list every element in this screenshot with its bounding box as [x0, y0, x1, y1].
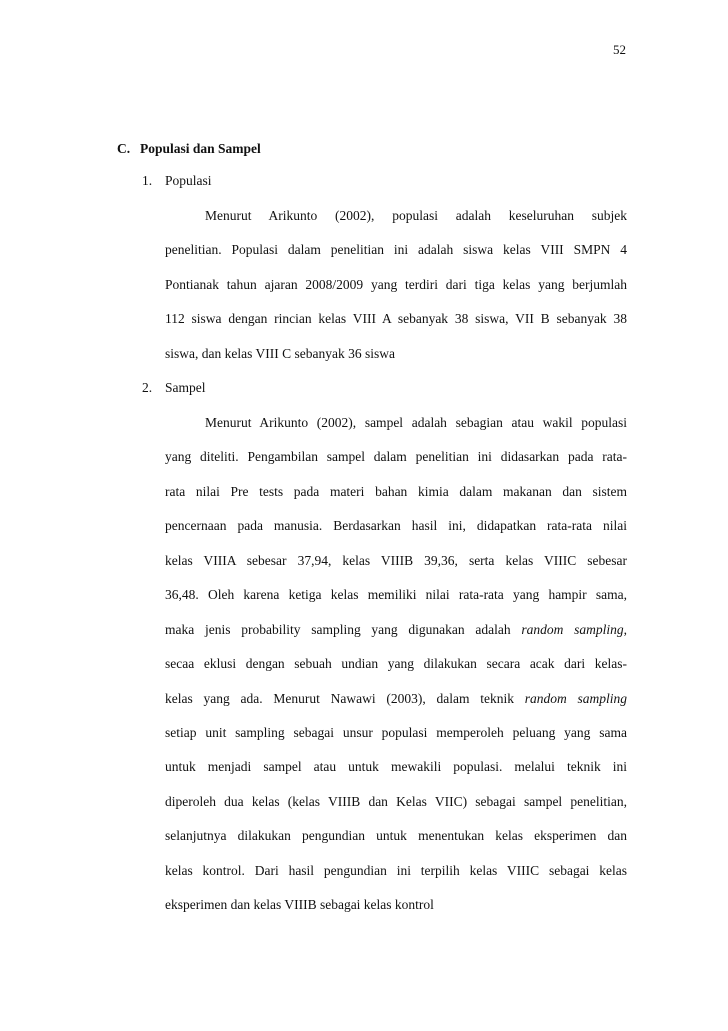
section-heading [117, 139, 261, 159]
subsection-title: Sampel [165, 380, 206, 395]
paragraph-line [165, 689, 627, 723]
line-text: kelas yang ada. Menurut Nawawi (2003), dalam teknik [165, 690, 525, 706]
section-title: Populasi dan Sampel [140, 141, 261, 156]
paragraph-line: Menurut Arikunto (2002), populasi adalah keseluruhan subjek [205, 208, 627, 223]
paragraph-line: rata nilai Pre tests pada materi bahan kimia dalam makanan dan sistem [165, 483, 627, 499]
paragraph-sampel [165, 413, 627, 930]
paragraph-line: 36,48. Oleh karena ketiga kelas memiliki nilai rata-rata yang hampir sama, [165, 587, 627, 603]
paragraph-populasi [165, 206, 627, 378]
line-text: maka jenis probability sampling yang digunakan adalah [165, 621, 522, 637]
subsection-number: 1. [142, 173, 153, 188]
subsection-heading-populasi [142, 171, 212, 191]
paragraph-line: selanjutnya dilakukan pengundian untuk menentukan kelas eksperimen dan [165, 828, 627, 844]
line-text: , [623, 621, 627, 637]
subsection-number: 2. [142, 380, 153, 395]
paragraph-line: Pontianak tahun ajaran 2008/2009 yang terdiri dari tiga kelas yang berjumlah [165, 276, 627, 292]
paragraph-line: kelas VIIIA sebesar 37,94, kelas VIIIB 39,36, serta kelas VIIIC sebesar [165, 552, 627, 568]
italic-term: random sampling [521, 621, 624, 637]
subsection-title: Populasi [165, 173, 212, 188]
paragraph-line [165, 620, 627, 654]
page-number: 52 [613, 42, 626, 57]
paragraph-line: kelas kontrol. Dari hasil pengundian ini terpilih kelas VIIIC sebagai kelas [165, 862, 627, 878]
section-letter: C. [117, 141, 131, 156]
paragraph-line: eksperimen dan kelas VIIIB sebagai kelas kontrol [165, 897, 434, 913]
paragraph-line: 112 siswa dengan rincian kelas VIII A sebanyak 38 siswa, VII B sebanyak 38 [165, 311, 627, 327]
paragraph-line: secaa eklusi dengan sebuah undian yang dilakukan secara acak dari kelas- [165, 656, 627, 672]
paragraph-line: penelitian. Populasi dalam penelitian ini adalah siswa kelas VIII SMPN 4 [165, 242, 627, 258]
italic-term: random sampling [524, 690, 627, 706]
subsection-heading-sampel [142, 378, 206, 398]
paragraph-line: diperoleh dua kelas (kelas VIIIB dan Kelas VIIC) sebagai sampel penelitian, [165, 793, 627, 809]
paragraph-line: yang diteliti. Pengambilan sampel dalam penelitian ini didasarkan pada rata- [165, 449, 627, 465]
paragraph-line: pencernaan pada manusia. Berdasarkan hasil ini, didapatkan rata-rata nilai [165, 518, 627, 534]
paragraph-line: Menurut Arikunto (2002), sampel adalah sebagian atau wakil populasi [205, 415, 627, 430]
paragraph-line: setiap unit sampling sebagai unsur populasi memperoleh peluang yang sama [165, 724, 627, 740]
paragraph-line: untuk menjadi sampel atau untuk mewakili populasi. melalui teknik ini [165, 759, 627, 775]
paragraph-line: siswa, dan kelas VIII C sebanyak 36 siswa [165, 345, 395, 361]
